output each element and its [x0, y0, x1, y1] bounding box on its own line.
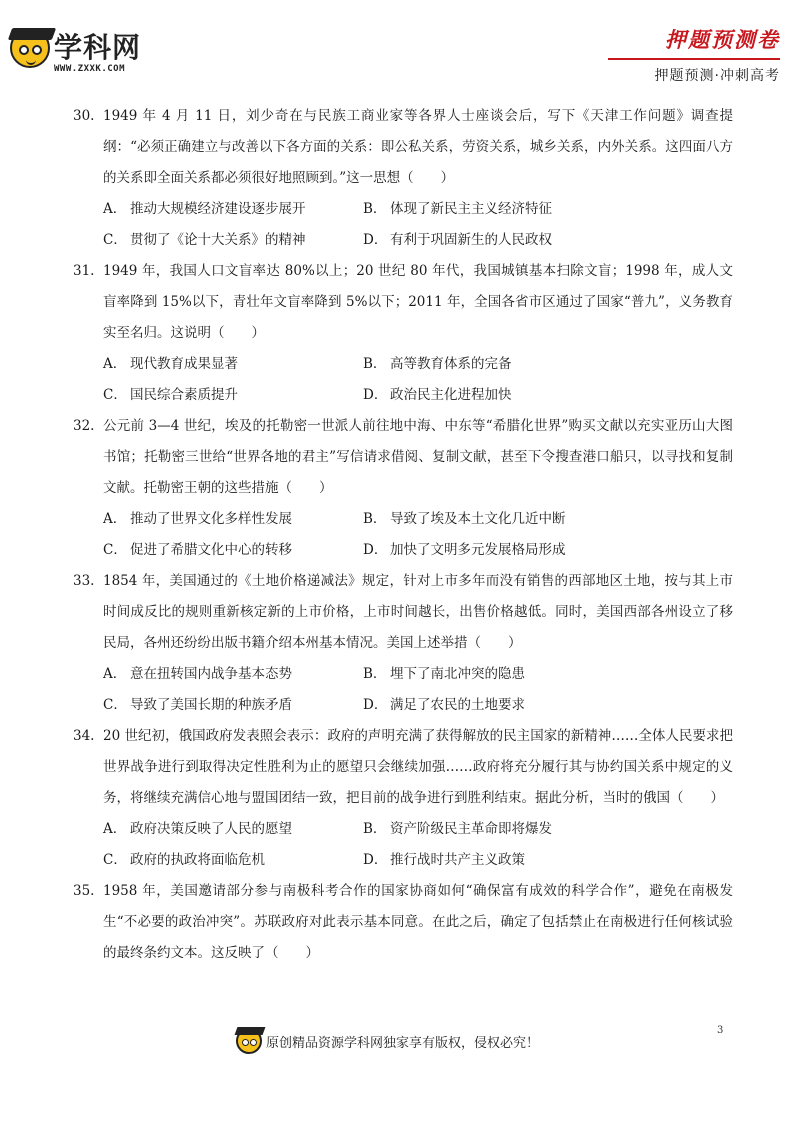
option-letter: A． [103, 201, 127, 217]
question-item [73, 876, 733, 969]
answer-option [363, 225, 623, 256]
option-text: 国民综合素质提升 [130, 387, 238, 403]
mascot-icon [10, 28, 50, 68]
option-text: 导致了美国长期的种族矛盾 [130, 697, 292, 713]
option-text: 推行战时共产主义政策 [390, 852, 525, 868]
option-text: 贯彻了《论十大关系》的精神 [130, 232, 306, 248]
logo-url: WWW.ZXXK.COM [54, 64, 126, 74]
answer-option [363, 349, 623, 380]
option-text: 政府决策反映了人民的愿望 [130, 821, 292, 837]
option-letter: D． [363, 697, 388, 713]
brand-block [608, 24, 780, 85]
option-letter: A． [103, 356, 127, 372]
question-item [73, 256, 733, 411]
option-letter: A． [103, 821, 127, 837]
option-text: 埋下了南北冲突的隐患 [390, 666, 525, 682]
answer-option [363, 535, 623, 566]
answer-option [103, 194, 363, 225]
answer-option [103, 690, 363, 721]
brand-divider [608, 58, 780, 60]
option-text: 政府的执政将面临危机 [130, 852, 265, 868]
brand-title: 押题预测卷 [665, 28, 780, 52]
option-row [73, 535, 733, 566]
option-letter: B． [363, 821, 387, 837]
mascot-icon [236, 1028, 262, 1054]
option-letter: C． [103, 697, 127, 713]
question-stem [73, 566, 733, 659]
question-text: 公元前 3—4 世纪，埃及的托勒密一世派人前往地中海、中东等“希腊化世界”购买文献以充实亚历山大图书馆；托勒密三世给“世界各地的君主”写信请求借阅、复制文献，甚至下令搜查港口船只，以寻找和复制文献。托勒密王朝的这些措施（ ） [103, 418, 733, 496]
logo-text: 学科网 [54, 31, 142, 64]
answer-option [103, 504, 363, 535]
answer-option [103, 659, 363, 690]
option-letter: B． [363, 666, 387, 682]
option-row [73, 845, 733, 876]
page-number: 3 [717, 1025, 724, 1036]
answer-option [363, 659, 623, 690]
answer-option [103, 845, 363, 876]
option-letter: C． [103, 542, 127, 558]
option-text: 导致了埃及本土文化几近中断 [390, 511, 566, 527]
option-text: 有利于巩固新生的人民政权 [390, 232, 552, 248]
option-row [73, 225, 733, 256]
answer-option [363, 504, 623, 535]
answer-option [103, 349, 363, 380]
copyright-notice: 原创精品资源学科网独家享有版权，侵权必究！ [266, 1035, 540, 1051]
question-stem [73, 411, 733, 504]
option-text: 推动大规模经济建设逐步展开 [130, 201, 306, 217]
option-letter: D． [363, 387, 388, 403]
option-row [73, 380, 733, 411]
option-text: 高等教育体系的完备 [390, 356, 512, 372]
answer-option [363, 194, 623, 225]
option-letter: C． [103, 232, 127, 248]
option-letter: C． [103, 387, 127, 403]
option-letter: B． [363, 201, 387, 217]
option-row [73, 194, 733, 225]
question-stem [73, 101, 733, 194]
site-logo [10, 22, 160, 78]
question-item [73, 101, 733, 256]
option-text: 促进了希腊文化中心的转移 [130, 542, 292, 558]
option-letter: B． [363, 511, 387, 527]
question-list [73, 101, 733, 969]
question-stem [73, 256, 733, 349]
option-letter: D． [363, 852, 388, 868]
question-number: 30. [73, 108, 95, 124]
option-row [73, 349, 733, 380]
option-text: 体现了新民主主义经济特征 [390, 201, 552, 217]
footer [236, 1023, 576, 1059]
question-item [73, 411, 733, 566]
option-text: 满足了农民的土地要求 [390, 697, 525, 713]
option-letter: B． [363, 356, 387, 372]
question-number: 34. [73, 728, 95, 744]
answer-option [363, 845, 623, 876]
option-text: 意在扭转国内战争基本态势 [130, 666, 292, 682]
question-number: 33. [73, 573, 95, 589]
answer-option [363, 690, 623, 721]
answer-option [103, 535, 363, 566]
question-item [73, 721, 733, 876]
option-letter: D． [363, 232, 388, 248]
option-letter: A． [103, 511, 127, 527]
question-text: 1958 年，美国邀请部分参与南极科考合作的国家协商如何“确保富有成效的科学合作”，避免在南极发生“不必要的政治冲突”。苏联政府对此表示基本同意。在此之后，确定了包括禁止在南极进行任何核试验的最终条约文本。这反映了（ ） [103, 883, 733, 961]
question-text: 20 世纪初，俄国政府发表照会表示：政府的声明充满了获得解放的民主国家的新精神……全体人民要求把世界战争进行到取得决定性胜利为止的愿望只会继续加强……政府将充分履行其与协约国关系中规定的义务，将继续充满信心地与盟国团结一致，把目前的战争进行到胜利结束。据此分析，当时的俄国（ ） [103, 728, 733, 806]
option-row [73, 504, 733, 535]
answer-option [363, 814, 623, 845]
option-text: 政治民主化进程加快 [390, 387, 512, 403]
question-number: 32. [73, 418, 95, 434]
question-text: 1854 年，美国通过的《土地价格递减法》规定，针对上市多年而没有销售的西部地区土地，按与其上市时间成反比的规则重新核定新的上市价格，上市时间越长，出售价格越低。同时，美国西部各州设立了移民局，各州还纷纷出版书籍介绍本州基本情况。美国上述举措（ ） [103, 573, 733, 651]
question-text: 1949 年 4 月 11 日，刘少奇在与民族工商业家等各界人士座谈会后，写下《天津工作问题》调查提纲：“必须正确建立与改善以下各方面的关系：即公私关系，劳资关系，城乡关系，内外关系。这四面八方的关系即全面关系都必须很好地照顾到。”这一思想（ ） [103, 108, 733, 186]
question-stem [73, 721, 733, 814]
option-letter: D． [363, 542, 388, 558]
answer-option [363, 380, 623, 411]
option-letter: C． [103, 852, 127, 868]
option-row [73, 690, 733, 721]
question-number: 35. [73, 883, 95, 899]
answer-option [103, 814, 363, 845]
question-stem [73, 876, 733, 969]
option-row [73, 659, 733, 690]
option-text: 资产阶级民主革命即将爆发 [390, 821, 552, 837]
option-text: 推动了世界文化多样性发展 [130, 511, 292, 527]
question-number: 31. [73, 263, 95, 279]
option-row [73, 814, 733, 845]
answer-option [103, 380, 363, 411]
question-text: 1949 年，我国人口文盲率达 80%以上；20 世纪 80 年代，我国城镇基本扫除文盲；1998 年，成人文盲率降到 15%以下，青壮年文盲率降到 5%以下；2011 年，全国各省市区通过了国家“普九”，义务教育实至名归。这说明（ ） [103, 263, 733, 341]
option-text: 加快了文明多元发展格局形成 [390, 542, 566, 558]
answer-option [103, 225, 363, 256]
brand-subtitle: 押题预测·冲刺高考 [654, 68, 780, 84]
option-text: 现代教育成果显著 [130, 356, 238, 372]
question-item [73, 566, 733, 721]
option-letter: A． [103, 666, 127, 682]
